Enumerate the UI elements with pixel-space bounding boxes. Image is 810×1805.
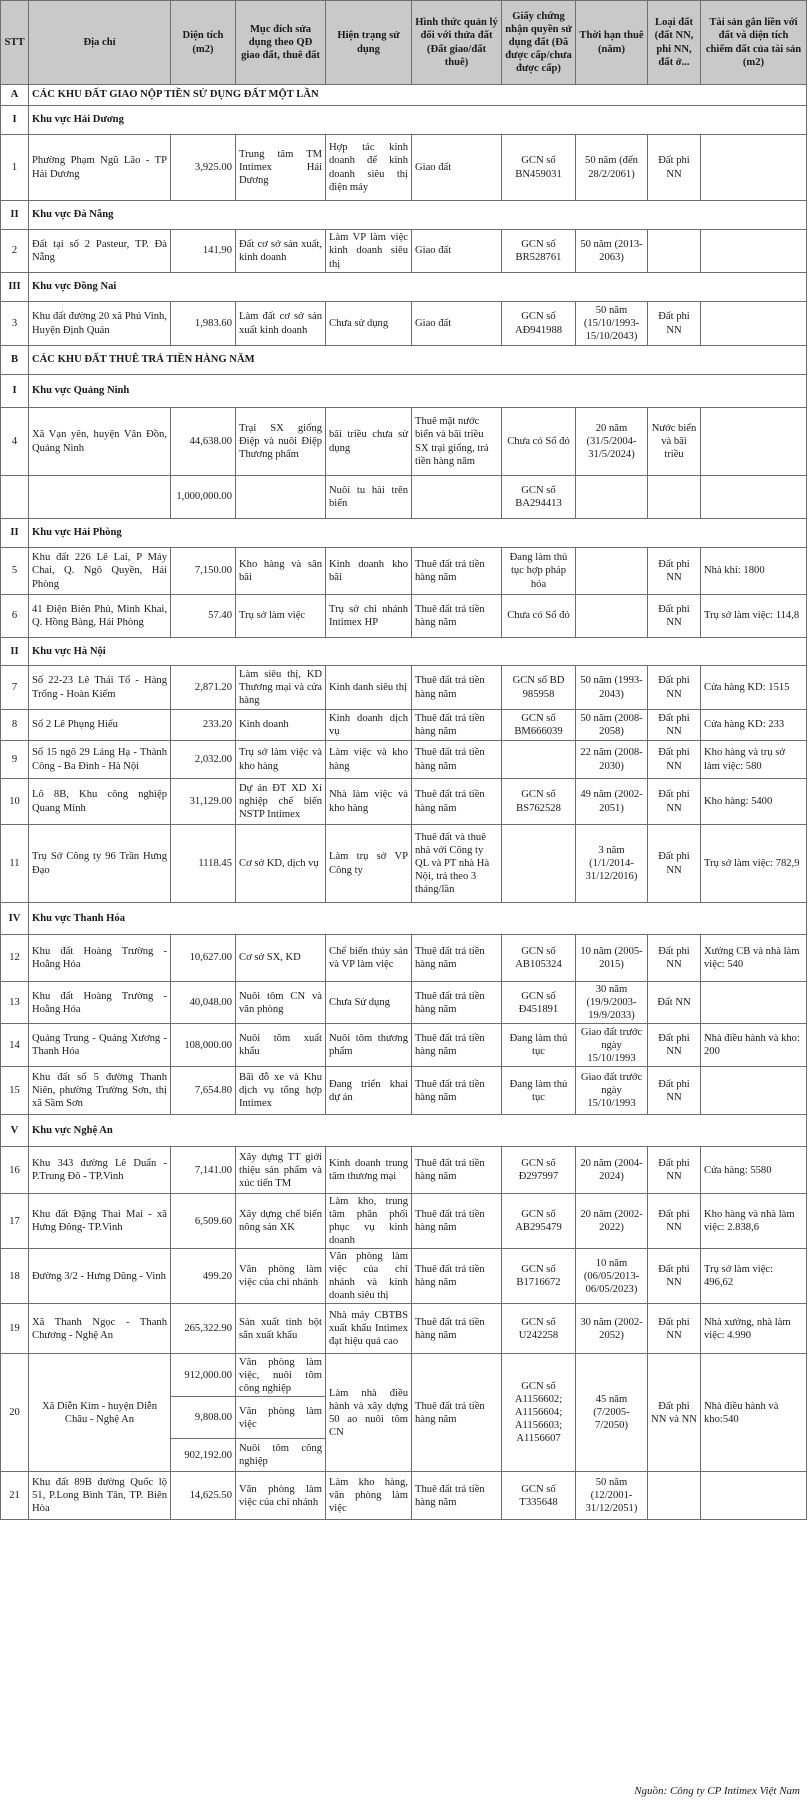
purpose-cell: Cơ sở KD, dịch vụ [236, 825, 326, 903]
status-cell: Chưa Sử dụng [326, 982, 412, 1024]
area-cell: 57.40 [171, 595, 236, 638]
land-type-cell: Đất phi NN [648, 666, 701, 710]
certificate-cell: GCN số AB295479 [502, 1194, 576, 1249]
land-type-cell [648, 1472, 701, 1520]
area-cell: 44,638.00 [171, 408, 236, 476]
status-cell: Làm nhà điều hành và xây dựng 50 ao nuôi tôm CN [326, 1354, 412, 1472]
management-form-cell: Giao đất [412, 135, 502, 201]
area-cell: 9,808.00 [171, 1397, 236, 1439]
address-cell: Đất tại số 2 Pasteur, TP. Đà Nẵng [29, 230, 171, 273]
term-cell [576, 476, 648, 519]
term-cell: 10 năm (06/05/2013-06/05/2023) [576, 1249, 648, 1304]
management-form-cell: Thuê đất trả tiền hàng năm [412, 710, 502, 741]
purpose-cell: Bãi đỗ xe và Khu dịch vụ tổng hợp Intimex [236, 1067, 326, 1115]
section-row [1, 85, 807, 106]
land-type-cell: Đất phi NN [648, 1067, 701, 1115]
management-form-cell: Thuê đất trả tiền hàng năm [412, 1354, 502, 1472]
address-cell: Khu đất Hoàng Trường - Hoằng Hóa [29, 982, 171, 1024]
area-cell: 233.20 [171, 710, 236, 741]
table-row [1, 1249, 807, 1304]
management-form-cell: Thuê mặt nước biển và bãi triều SX trại giống, trả tiền hàng năm [412, 408, 502, 476]
asset-cell [701, 230, 807, 273]
col-land-type-header: Loại đất (đất NN, phi NN, đất ở... [648, 1, 701, 85]
stt-cell: 16 [1, 1147, 29, 1194]
asset-cell [701, 1472, 807, 1520]
management-form-cell: Thuê đất trả tiền hàng năm [412, 779, 502, 825]
table-row [1, 1067, 807, 1115]
asset-cell [701, 302, 807, 346]
area-cell: 1,000,000.00 [171, 476, 236, 519]
certificate-cell: Đang làm thủ tục [502, 1024, 576, 1067]
table-row [1, 1354, 807, 1397]
area-cell: 10,627.00 [171, 935, 236, 982]
purpose-cell: Nuôi tôm xuất khẩu [236, 1024, 326, 1067]
asset-cell: Nhà điều hành và kho: 200 [701, 1024, 807, 1067]
asset-cell [701, 476, 807, 519]
section-row [1, 903, 807, 935]
certificate-cell [502, 741, 576, 779]
address-cell: Xã Diễn Kim - huyện Diễn Châu - Nghệ An [29, 1354, 171, 1472]
area-cell: 7,141.00 [171, 1147, 236, 1194]
certificate-cell: GCN số BM666039 [502, 710, 576, 741]
purpose-cell: Kho hàng và sân bãi [236, 548, 326, 595]
stt-cell: 8 [1, 710, 29, 741]
certificate-cell: GCN số Đ297997 [502, 1147, 576, 1194]
section-title: CÁC KHU ĐẤT GIAO NỘP TIỀN SỬ DỤNG ĐẤT MỘT LẦN [29, 85, 807, 106]
purpose-cell: Cơ sở SX, KD [236, 935, 326, 982]
purpose-cell: Đất cơ sở sản xuất, kinh doanh [236, 230, 326, 273]
col-status-header: Hiện trạng sử dụng [326, 1, 412, 85]
term-cell: 50 năm (15/10/1993-15/10/2043) [576, 302, 648, 346]
col-purpose-header: Mục đích sửa dụng theo QĐ giao đất, thuê đất [236, 1, 326, 85]
area-cell: 108,000.00 [171, 1024, 236, 1067]
area-cell: 14,625.50 [171, 1472, 236, 1520]
col-area-header: Diện tích (m2) [171, 1, 236, 85]
table-row [1, 476, 807, 519]
management-form-cell: Thuê đất trả tiền hàng năm [412, 1194, 502, 1249]
purpose-cell: Văn phòng làm việc của chi nhánh [236, 1472, 326, 1520]
section-title: Khu vực Hà Nội [29, 638, 807, 666]
asset-cell: Trụ sở làm việc: 496,62 [701, 1249, 807, 1304]
address-cell [29, 476, 171, 519]
stt-cell: 7 [1, 666, 29, 710]
col-stt-header: STT [1, 1, 29, 85]
term-cell: 50 năm (1993-2043) [576, 666, 648, 710]
table-row [1, 935, 807, 982]
area-cell: 6,509.60 [171, 1194, 236, 1249]
stt-cell: 17 [1, 1194, 29, 1249]
term-cell: 20 năm (2004-2024) [576, 1147, 648, 1194]
management-form-cell: Thuê đất trả tiền hàng năm [412, 1067, 502, 1115]
status-cell: Làm kho hàng, văn phòng làm việc [326, 1472, 412, 1520]
stt-cell: 9 [1, 741, 29, 779]
certificate-cell: GCN số U242258 [502, 1304, 576, 1354]
management-form-cell: Thuê đất trả tiền hàng năm [412, 595, 502, 638]
term-cell: 30 năm (19/9/2003-19/9/2033) [576, 982, 648, 1024]
land-type-cell: Đất NN [648, 982, 701, 1024]
purpose-cell: Kinh doanh [236, 710, 326, 741]
certificate-cell: Chưa có Sổ đỏ [502, 408, 576, 476]
management-form-cell: Thuê đất trả tiền hàng năm [412, 548, 502, 595]
table-row [1, 1194, 807, 1249]
status-cell: Văn phòng làm việc của chi nhánh và kinh doanh siêu thị [326, 1249, 412, 1304]
purpose-cell: Dự án ĐT XD Xí nghiệp chế biến NSTP Intimex [236, 779, 326, 825]
management-form-cell: Thuê đất trả tiền hàng năm [412, 935, 502, 982]
section-number: A [1, 85, 29, 106]
land-type-cell: Đất phi NN [648, 548, 701, 595]
purpose-cell: Trụ sở làm việc [236, 595, 326, 638]
term-cell: 3 năm (1/1/2014-31/12/2016) [576, 825, 648, 903]
land-type-cell: Đất phi NN [648, 1194, 701, 1249]
term-cell: 20 năm (31/5/2004-31/5/2024) [576, 408, 648, 476]
certificate-cell: GCN số AB105324 [502, 935, 576, 982]
section-row [1, 106, 807, 135]
source-note: Nguồn: Công ty CP Intimex Việt Nam [634, 1785, 800, 1797]
table-row [1, 230, 807, 273]
term-cell: 30 năm (2002-2052) [576, 1304, 648, 1354]
section-row [1, 346, 807, 375]
stt-cell: 14 [1, 1024, 29, 1067]
term-cell: 50 năm (12/2001-31/12/2051) [576, 1472, 648, 1520]
asset-cell: Nhà khi: 1800 [701, 548, 807, 595]
management-form-cell: Thuê đất trả tiền hàng năm [412, 1472, 502, 1520]
certificate-cell: Chưa có Sổ đỏ [502, 595, 576, 638]
table-row [1, 1472, 807, 1520]
address-cell: Khu đất 226 Lê Lai, P Máy Chai, Q. Ngô Quyền, Hải Phòng [29, 548, 171, 595]
col-term-header: Thời hạn thuê (năm) [576, 1, 648, 85]
purpose-cell: Xây dựng TT giới thiệu sản phẩm và xúc tiến TM [236, 1147, 326, 1194]
certificate-cell: GCN số B1716672 [502, 1249, 576, 1304]
asset-cell: Cửa hàng KD: 1515 [701, 666, 807, 710]
status-cell: Kinh doanh trung tâm thương mại [326, 1147, 412, 1194]
status-cell: Chưa sử dụng [326, 302, 412, 346]
address-cell: Xã Thanh Ngọc - Thanh Chương - Nghệ An [29, 1304, 171, 1354]
table-row [1, 741, 807, 779]
status-cell: Nhà làm việc và kho hàng [326, 779, 412, 825]
stt-cell: 3 [1, 302, 29, 346]
table-row [1, 666, 807, 710]
table-body [1, 85, 807, 1520]
section-title: Khu vực Hải Phòng [29, 519, 807, 548]
status-cell: Kinh doanh kho bãi [326, 548, 412, 595]
col-address-header: Địa chỉ [29, 1, 171, 85]
land-type-cell: Đất phi NN [648, 710, 701, 741]
area-cell: 40,048.00 [171, 982, 236, 1024]
management-form-cell: Thuê đất trả tiền hàng năm [412, 1304, 502, 1354]
address-cell: Khu 343 đường Lê Duẩn - P.Trung Đô - TP.Vinh [29, 1147, 171, 1194]
address-cell: Quảng Trung - Quảng Xương - Thanh Hóa [29, 1024, 171, 1067]
status-cell: Làm việc và kho hàng [326, 741, 412, 779]
status-cell: Nhà máy CBTBS xuất khẩu Intimex đạt hiệu quả cao [326, 1304, 412, 1354]
section-row [1, 638, 807, 666]
section-row [1, 1115, 807, 1147]
land-type-cell [648, 476, 701, 519]
stt-cell: 2 [1, 230, 29, 273]
asset-cell: Kho hàng: 5400 [701, 779, 807, 825]
col-assets-header: Tài sản gắn liền với đất và diện tích chiếm đất của tài sản (m2) [701, 1, 807, 85]
area-cell: 265,322.90 [171, 1304, 236, 1354]
asset-cell: Nhà điều hành và kho:540 [701, 1354, 807, 1472]
land-type-cell: Đất phi NN và NN [648, 1354, 701, 1472]
table-row [1, 982, 807, 1024]
col-management-form-header: Hình thức quản lý đối với thửa đất (Đất giao/đất thuê) [412, 1, 502, 85]
address-cell: Lô 8B, Khu công nghiệp Quang Minh [29, 779, 171, 825]
management-form-cell: Thuê đất trả tiền hàng năm [412, 741, 502, 779]
area-cell: 1,983.60 [171, 302, 236, 346]
area-cell: 2,871.20 [171, 666, 236, 710]
certificate-cell: GCN số BD 985958 [502, 666, 576, 710]
address-cell: 41 Điện Biên Phủ, Minh Khai, Q. Hồng Bàng, Hải Phòng [29, 595, 171, 638]
term-cell: 50 năm (đến 28/2/2061) [576, 135, 648, 201]
asset-cell [701, 135, 807, 201]
land-type-cell: Đất phi NN [648, 1249, 701, 1304]
section-title: Khu vực Đà Nẵng [29, 201, 807, 230]
asset-cell [701, 408, 807, 476]
table-row [1, 1024, 807, 1067]
section-title: Khu vực Thanh Hóa [29, 903, 807, 935]
term-cell: 49 năm (2002-2051) [576, 779, 648, 825]
term-cell: Giao đất trước ngày 15/10/1993 [576, 1024, 648, 1067]
address-cell: Đường 3/2 - Hưng Dũng - Vinh [29, 1249, 171, 1304]
term-cell: 10 năm (2005-2015) [576, 935, 648, 982]
management-form-cell: Giao đất [412, 230, 502, 273]
certificate-cell: GCN số BR528761 [502, 230, 576, 273]
land-type-cell: Đất phi NN [648, 1304, 701, 1354]
management-form-cell: Thuê đất trả tiền hàng năm [412, 1147, 502, 1194]
section-number: I [1, 106, 29, 135]
certificate-cell: Đang làm thủ tục [502, 1067, 576, 1115]
section-number: II [1, 638, 29, 666]
status-cell: Làm VP làm việc kinh doanh siêu thị [326, 230, 412, 273]
status-cell: Nuôi tôm thương phẩm [326, 1024, 412, 1067]
purpose-cell: Sản xuất tinh bột sắn xuất khẩu [236, 1304, 326, 1354]
term-cell: 45 năm (7/2005-7/2050) [576, 1354, 648, 1472]
management-form-cell: Thuê đất trả tiền hàng năm [412, 666, 502, 710]
area-cell: 7,654.80 [171, 1067, 236, 1115]
section-number: II [1, 519, 29, 548]
status-cell: Đang triển khai dự án [326, 1067, 412, 1115]
section-row [1, 201, 807, 230]
asset-cell [701, 982, 807, 1024]
col-certificate-header: Giấy chứng nhận quyền sử dụng đất (Đã được cấp/chưa được cấp) [502, 1, 576, 85]
section-number: II [1, 201, 29, 230]
stt-cell: 20 [1, 1354, 29, 1472]
table-header [1, 1, 807, 85]
term-cell [576, 548, 648, 595]
table-row [1, 595, 807, 638]
purpose-cell: Trung tâm TM Intimex Hải Dương [236, 135, 326, 201]
land-type-cell: Đất phi NN [648, 779, 701, 825]
table-row [1, 408, 807, 476]
management-form-cell: Thuê đất và thuê nhà với Công ty QL và PT nhà Hà Nội, trả theo 3 tháng/lần [412, 825, 502, 903]
status-cell: bãi triều chưa sử dụng [326, 408, 412, 476]
land-type-cell: Đất phi NN [648, 595, 701, 638]
stt-cell: 12 [1, 935, 29, 982]
area-cell: 7,150.00 [171, 548, 236, 595]
status-cell: Trụ sở chi nhánh Intimex HP [326, 595, 412, 638]
asset-cell: Kho hàng và nhà làm việc: 2.838,6 [701, 1194, 807, 1249]
management-form-cell: Thuê đất trả tiền hàng năm [412, 1024, 502, 1067]
stt-cell [1, 476, 29, 519]
status-cell: Chế biến thủy sản và VP làm việc [326, 935, 412, 982]
purpose-cell: Nuôi tôm CN và văn phòng [236, 982, 326, 1024]
asset-cell: Trụ sở làm việc: 114,8 [701, 595, 807, 638]
certificate-cell: GCN số T335648 [502, 1472, 576, 1520]
land-type-cell: Đất phi NN [648, 135, 701, 201]
table-row [1, 302, 807, 346]
area-cell: 902,192.00 [171, 1439, 236, 1472]
term-cell: Giao đất trước ngày 15/10/1993 [576, 1067, 648, 1115]
land-type-cell: Đất phi NN [648, 1147, 701, 1194]
certificate-cell: GCN số Đ451891 [502, 982, 576, 1024]
purpose-cell: Làm đất cơ sở sản xuất kinh doanh [236, 302, 326, 346]
management-form-cell: Thuê đất trả tiền hàng năm [412, 1249, 502, 1304]
section-title: Khu vực Hải Dương [29, 106, 807, 135]
land-type-cell: Đất phi NN [648, 935, 701, 982]
status-cell: Làm kho, trung tâm phân phối phục vụ kinh doanh [326, 1194, 412, 1249]
stt-cell: 11 [1, 825, 29, 903]
certificate-cell: GCN số A1156602; A1156604; A1156603; A1156607 [502, 1354, 576, 1472]
stt-cell: 19 [1, 1304, 29, 1354]
section-row [1, 375, 807, 408]
land-type-cell: Đất phi NN [648, 302, 701, 346]
stt-cell: 6 [1, 595, 29, 638]
purpose-cell: Trại SX giống Điệp và nuôi Điệp Thương phẩm [236, 408, 326, 476]
asset-cell: Cửa hàng KD: 233 [701, 710, 807, 741]
address-cell: Khu đất Đặng Thai Mai - xã Hưng Đông- TP.Vinh [29, 1194, 171, 1249]
stt-cell: 18 [1, 1249, 29, 1304]
land-type-cell: Đất phi NN [648, 1024, 701, 1067]
section-number: V [1, 1115, 29, 1147]
purpose-cell: Văn phòng làm việc của chi nhánh [236, 1249, 326, 1304]
section-title: Khu vực Đồng Nai [29, 273, 807, 302]
purpose-cell: Xây dựng chế biến nông sản XK [236, 1194, 326, 1249]
asset-cell: Nhà xưởng, nhà làm việc: 4.990 [701, 1304, 807, 1354]
asset-cell: Xưởng CB và nhà làm việc: 540 [701, 935, 807, 982]
table-row [1, 1304, 807, 1354]
table-row [1, 825, 807, 903]
term-cell [576, 595, 648, 638]
term-cell: 22 năm (2008-2030) [576, 741, 648, 779]
section-number: IV [1, 903, 29, 935]
land-type-cell [648, 230, 701, 273]
stt-cell: 13 [1, 982, 29, 1024]
stt-cell: 10 [1, 779, 29, 825]
status-cell: Hợp tác kinh doanh để kinh doanh siêu thị điện máy [326, 135, 412, 201]
term-cell: 50 năm (2013-2063) [576, 230, 648, 273]
table-row [1, 710, 807, 741]
term-cell: 50 năm (2008-2058) [576, 710, 648, 741]
certificate-cell: GCN số BN459031 [502, 135, 576, 201]
purpose-cell: Nuôi tôm công nghiệp [236, 1439, 326, 1472]
management-form-cell [412, 476, 502, 519]
area-cell: 1118.45 [171, 825, 236, 903]
purpose-cell [236, 476, 326, 519]
asset-cell: Kho hàng và trụ sở làm việc: 580 [701, 741, 807, 779]
table-row [1, 779, 807, 825]
stt-cell: 21 [1, 1472, 29, 1520]
term-cell: 20 năm (2002-2022) [576, 1194, 648, 1249]
table-row [1, 1147, 807, 1194]
stt-cell: 15 [1, 1067, 29, 1115]
section-number: I [1, 375, 29, 408]
land-type-cell: Nước biển và bãi triều [648, 408, 701, 476]
table-row [1, 135, 807, 201]
address-cell: Số 2 Lê Phụng Hiểu [29, 710, 171, 741]
certificate-cell: GCN số BS762528 [502, 779, 576, 825]
status-cell: Kinh danh siêu thị [326, 666, 412, 710]
area-cell: 141.90 [171, 230, 236, 273]
table-row [1, 548, 807, 595]
address-cell: Phường Phạm Ngũ Lão - TP Hải Dương [29, 135, 171, 201]
address-cell: Khu đất 89B đường Quốc lộ 51, P.Long Bình Tân, TP. Biên Hòa [29, 1472, 171, 1520]
stt-cell: 5 [1, 548, 29, 595]
management-form-cell: Thuê đất trả tiền hàng năm [412, 982, 502, 1024]
area-cell: 2,032.00 [171, 741, 236, 779]
area-cell: 31,129.00 [171, 779, 236, 825]
section-row [1, 519, 807, 548]
area-cell: 499.20 [171, 1249, 236, 1304]
asset-cell: Cửa hàng: 5580 [701, 1147, 807, 1194]
section-title: CÁC KHU ĐẤT THUÊ TRẢ TIỀN HÀNG NĂM [29, 346, 807, 375]
address-cell: Xã Vạn yên, huyện Vân Đồn, Quảng Ninh [29, 408, 171, 476]
certificate-cell: Đang làm thủ tục hợp pháp hóa [502, 548, 576, 595]
section-number: B [1, 346, 29, 375]
section-row [1, 273, 807, 302]
land-type-cell: Đất phi NN [648, 825, 701, 903]
certificate-cell: GCN số BA294413 [502, 476, 576, 519]
certificate-cell: GCN số AĐ941988 [502, 302, 576, 346]
asset-cell: Trụ sở làm việc: 782,9 [701, 825, 807, 903]
purpose-cell: Văn phòng làm việc, nuôi tôm công nghiệp [236, 1354, 326, 1397]
address-cell: Khu đất Hoàng Trường - Hoằng Hóa [29, 935, 171, 982]
area-cell: 3,925.00 [171, 135, 236, 201]
status-cell: Nuôi tu hài trên biển [326, 476, 412, 519]
purpose-cell: Trụ sở làm việc và kho hàng [236, 741, 326, 779]
certificate-cell [502, 825, 576, 903]
status-cell: Kinh doanh dịch vụ [326, 710, 412, 741]
address-cell: Số 15 ngõ 29 Láng Hạ - Thành Công - Ba Đình - Hà Nội [29, 741, 171, 779]
stt-cell: 1 [1, 135, 29, 201]
address-cell: Số 22-23 Lê Thái Tổ - Hàng Trống - Hoàn Kiếm [29, 666, 171, 710]
land-type-cell: Đất phi NN [648, 741, 701, 779]
address-cell: Khu đất số 5 đường Thanh Niên, phường Trường Sơn, thị xã Sầm Sơn [29, 1067, 171, 1115]
management-form-cell: Giao đất [412, 302, 502, 346]
section-number: III [1, 273, 29, 302]
status-cell: Làm trụ sở VP Công ty [326, 825, 412, 903]
section-title: Khu vực Nghệ An [29, 1115, 807, 1147]
address-cell: Khu đất đường 20 xã Phú Vinh, Huyện Định Quán [29, 302, 171, 346]
asset-cell [701, 1067, 807, 1115]
purpose-cell: Làm siêu thị, KD Thương mại và cửa hàng [236, 666, 326, 710]
area-cell: 912,000.00 [171, 1354, 236, 1397]
stt-cell: 4 [1, 408, 29, 476]
section-title: Khu vực Quảng Ninh [29, 375, 807, 408]
address-cell: Trụ Sở Công ty 96 Trần Hưng Đạo [29, 825, 171, 903]
purpose-cell: Văn phòng làm việc [236, 1397, 326, 1439]
